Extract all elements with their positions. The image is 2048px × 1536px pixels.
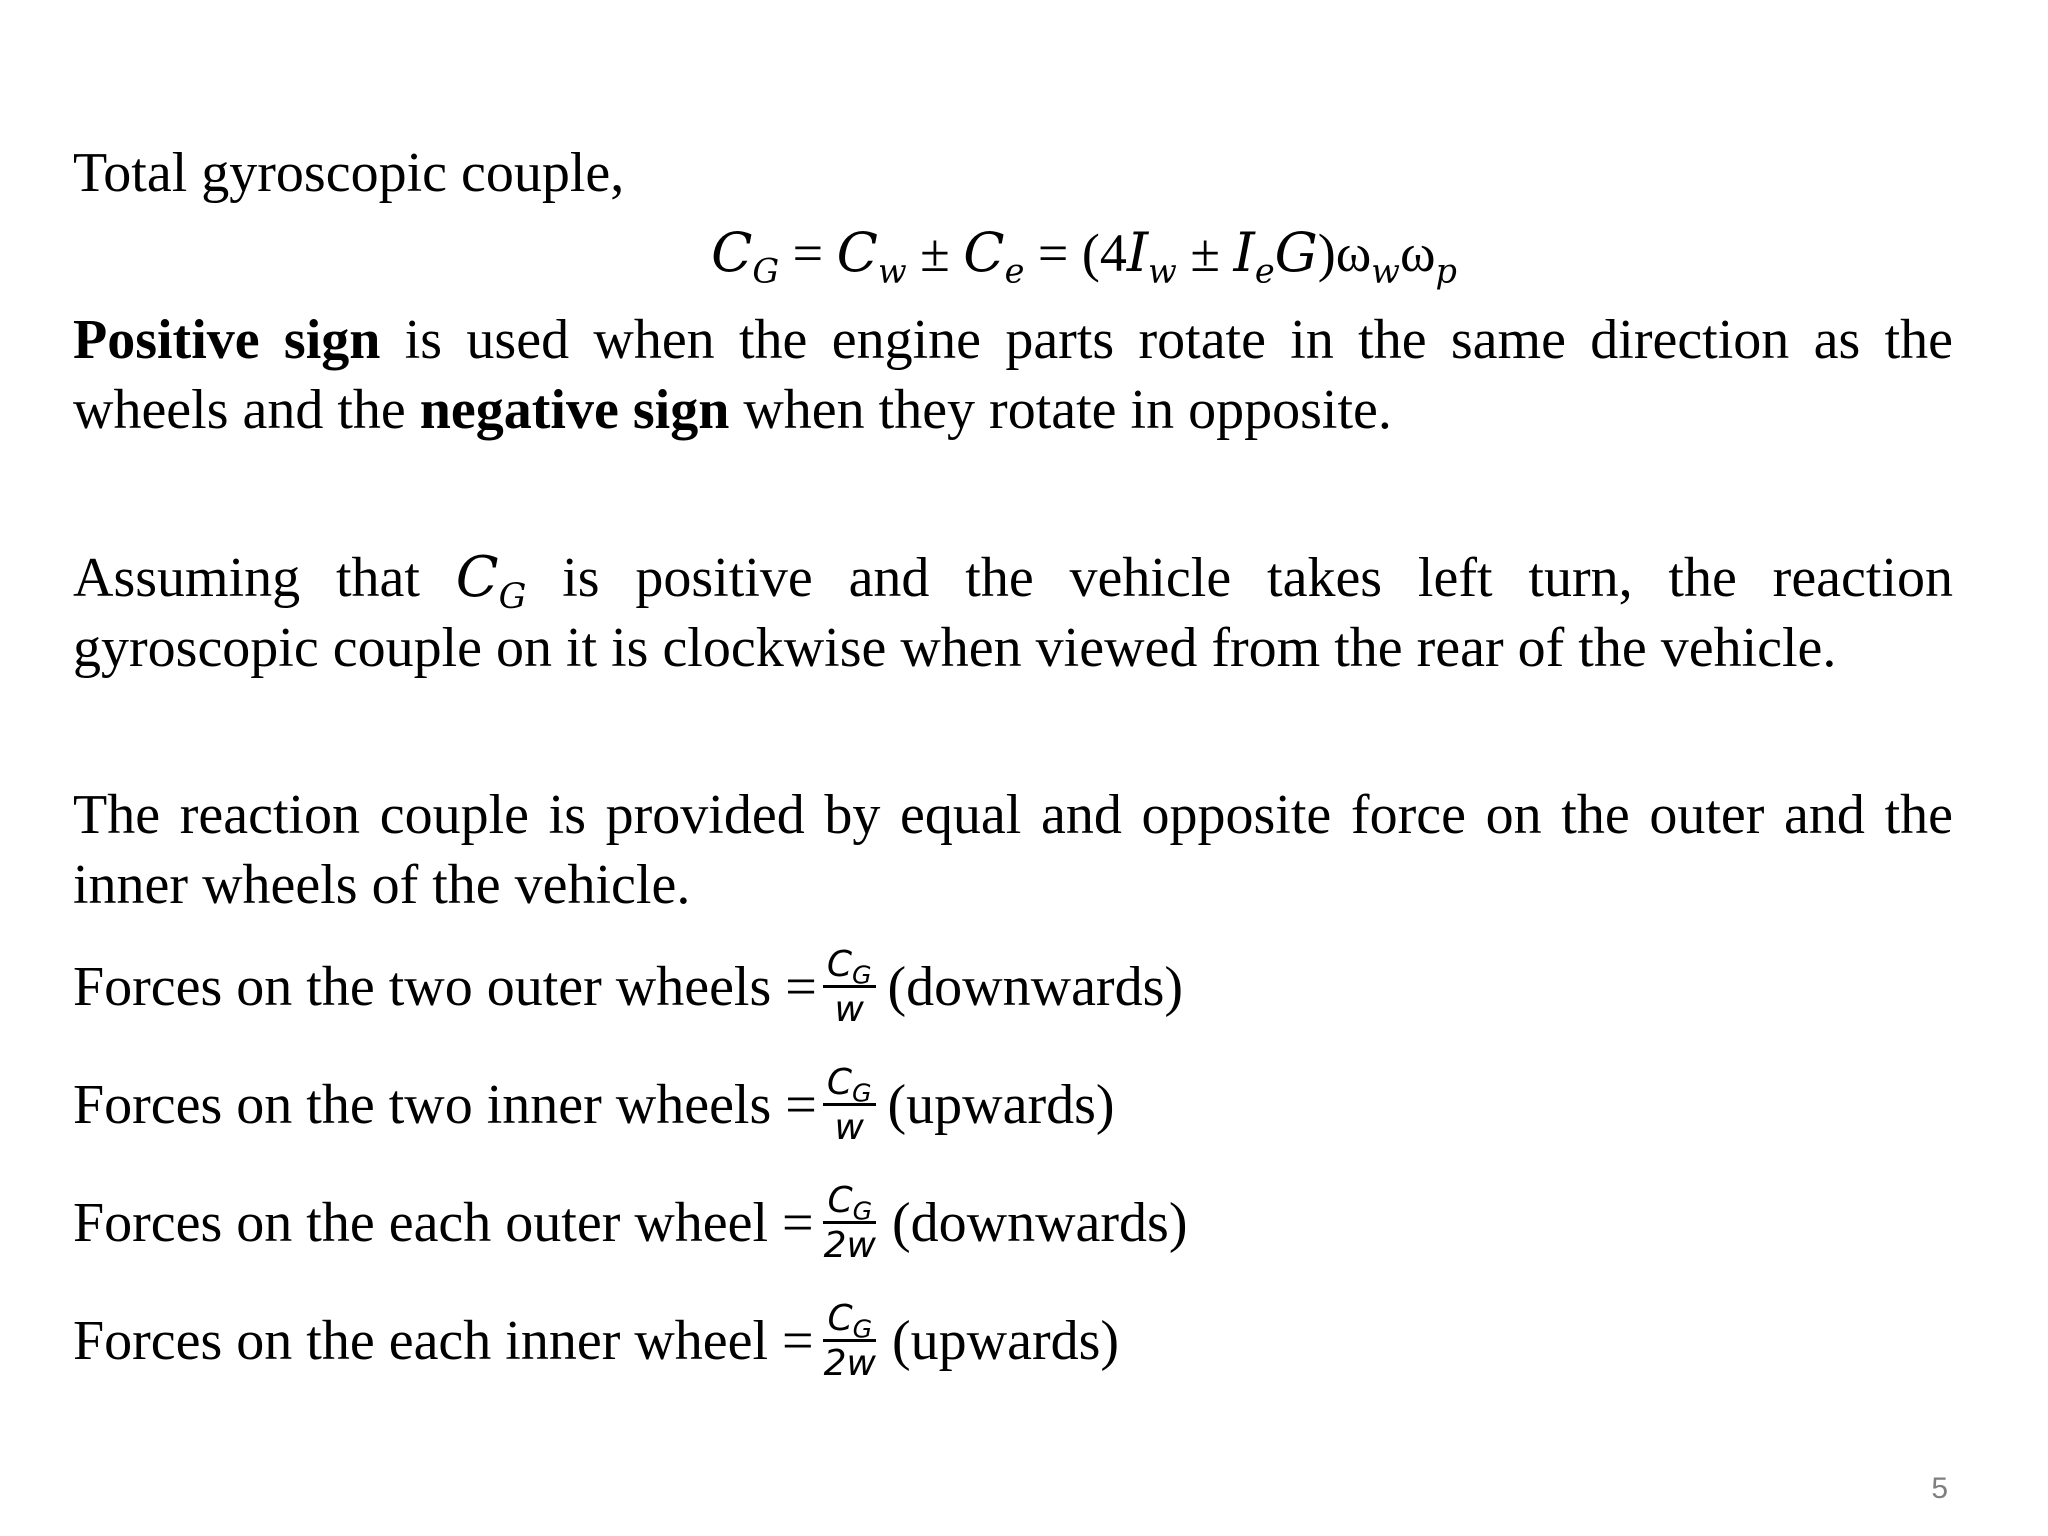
gyroscopic-couple-equation	[0, 218, 2048, 291]
eq-plusminus-2: ±	[1176, 223, 1234, 283]
force-direction: (upwards)	[887, 1074, 1115, 1136]
assumption-line-1: Assuming that $C_G$ is positive and the vehicle takes left turn, the reaction	[73, 545, 1954, 618]
force-row-two-inner	[73, 1050, 1115, 1160]
eq-paren-open: (4	[1081, 223, 1127, 283]
cg-symbol: $C_G$	[455, 545, 527, 618]
eq-equals-2: =	[1024, 223, 1082, 283]
assumption-paragraph	[73, 543, 1953, 683]
eq-term-ce: $C_e$	[963, 221, 1025, 291]
negative-sign-bold: negative sign	[419, 379, 730, 441]
eq-equals-1: =	[779, 223, 837, 283]
reaction-paragraph	[73, 780, 1953, 920]
force-row-each-outer	[73, 1168, 1187, 1278]
assumption-line-2: gyroscopic couple on it is clockwise when viewed from the rear of the vehicle.	[73, 617, 1837, 679]
eq-omega-p: $\omega_p$	[1399, 223, 1457, 291]
eq-lhs: $C_G$	[711, 221, 780, 291]
eq-plusminus-1: ±	[906, 223, 964, 283]
force-fraction: $\frac{C_G}{w}$	[823, 945, 876, 1030]
sign-paragraph-line-2: wheels and the negative sign when they rotate in opposite.	[73, 379, 1392, 441]
heading-line	[73, 138, 1953, 208]
force-row-two-outer	[73, 932, 1183, 1042]
force-label: Forces on the two inner wheels =	[73, 1074, 817, 1136]
force-fraction: $\frac{C_G}{w}$	[823, 1063, 876, 1148]
reaction-line-1: The reaction couple is provided by equal and opposite force on the outer and the	[73, 784, 1953, 846]
force-row-each-inner	[73, 1286, 1119, 1396]
force-fraction: $\frac{C_G}{2w}$	[823, 1179, 876, 1266]
eq-term-iw: $I_w$	[1126, 221, 1177, 291]
page-number: 5	[1931, 1472, 1948, 1505]
eq-term-ie: $I_e$	[1233, 221, 1275, 291]
positive-sign-bold: Positive sign	[73, 309, 381, 371]
force-label: Forces on the two outer wheels =	[73, 956, 817, 1018]
eq-paren-close: )	[1317, 223, 1336, 283]
force-direction: (downwards)	[887, 956, 1184, 1018]
force-direction: (downwards)	[892, 1192, 1188, 1254]
eq-term-cw: $C_w$	[836, 221, 907, 291]
force-direction: (upwards)	[892, 1310, 1120, 1372]
reaction-line-2: inner wheels of the vehicle.	[73, 854, 691, 916]
force-label: Forces on the each outer wheel =	[73, 1192, 814, 1254]
heading-text: Total gyroscopic couple,	[73, 142, 625, 204]
sign-paragraph-line-1: Positive sign is used when the engine parts rotate in the same direction as the	[73, 309, 1953, 371]
force-label: Forces on the each inner wheel =	[73, 1310, 814, 1372]
force-fraction: $\frac{C_G}{2w}$	[823, 1297, 876, 1384]
eq-term-g: G	[1274, 221, 1318, 284]
eq-omega-w: $\omega_w$	[1335, 223, 1400, 291]
sign-paragraph	[73, 305, 1953, 445]
